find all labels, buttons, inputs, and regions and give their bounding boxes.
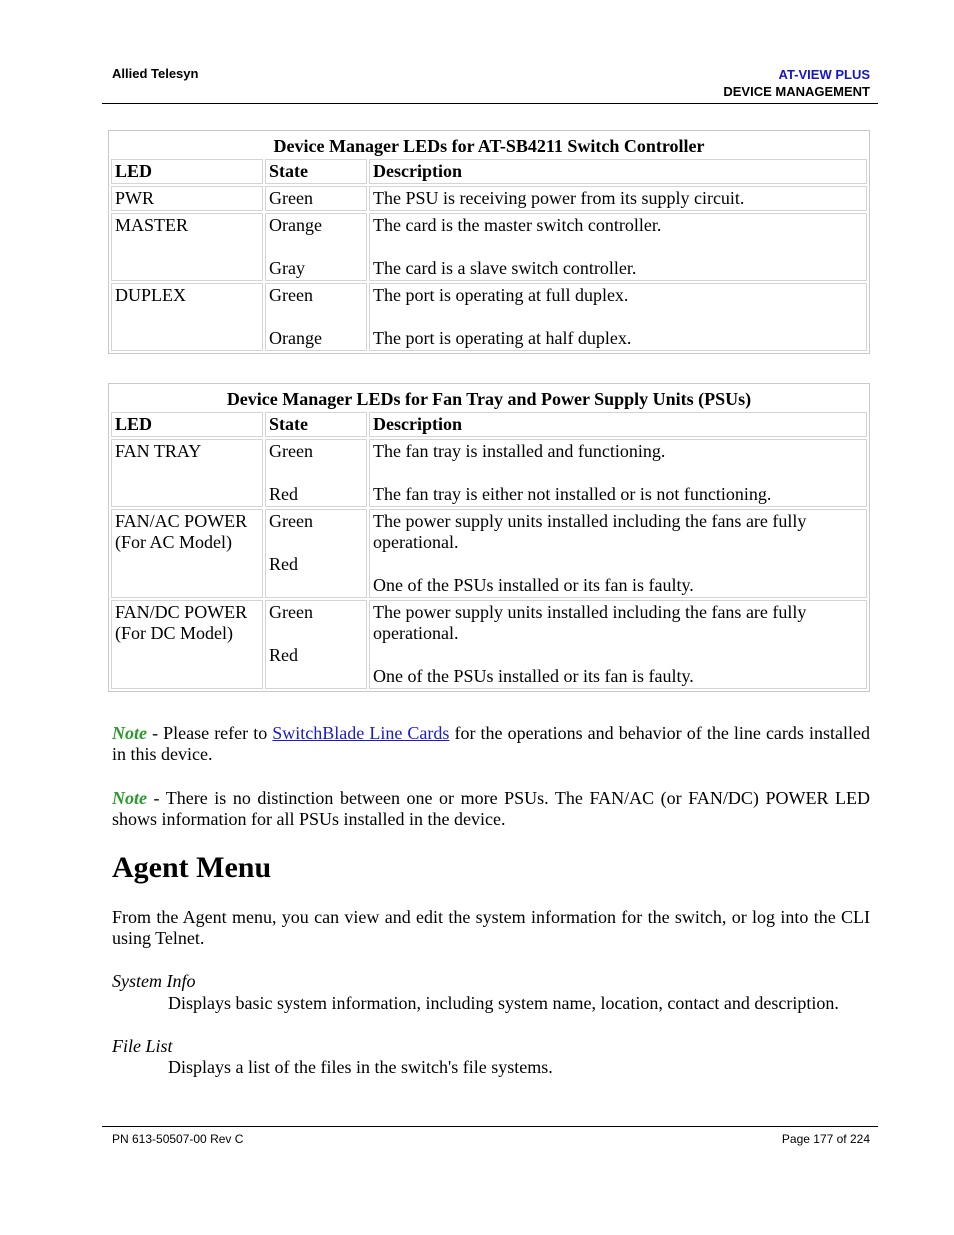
led-states (265, 600, 367, 689)
led-descriptions (369, 283, 867, 351)
led-description: The card is a slave switch controller. (373, 258, 637, 278)
note-line-cards (112, 723, 870, 765)
led-description: The fan tray is installed and functioning. (373, 441, 666, 461)
led-description: One of the PSUs installed or its fan is faulty. (373, 575, 694, 595)
table-row (111, 509, 867, 598)
note-label: Note (112, 788, 147, 808)
led-state: Green (269, 441, 313, 461)
term-file-list: File List (112, 1036, 173, 1056)
column-header-description: Description (369, 412, 867, 437)
column-header-led: LED (111, 159, 263, 184)
led-model: (For AC Model) (115, 532, 232, 552)
table-caption: Device Manager LEDs for Fan Tray and Power Supply Units (PSUs) (226, 389, 752, 409)
led-state: Gray (269, 258, 305, 278)
led-state: Red (269, 484, 298, 504)
table-row (111, 439, 867, 507)
table-caption: Device Manager LEDs for AT-SB4211 Switch Controller (273, 136, 705, 156)
led-state: Green (269, 602, 313, 622)
footer-page-number: Page 177 of 224 (781, 1132, 870, 1146)
led-name-cell (111, 600, 263, 689)
led-state: Orange (269, 328, 322, 348)
note-text: - Please refer to (147, 723, 273, 743)
definition-file-list: Displays a list of the files in the switch's file systems. (168, 1057, 553, 1077)
led-states (265, 439, 367, 507)
led-description: The port is operating at full duplex. (373, 285, 629, 305)
definition-system-info: Displays basic system information, including system name, location, contact and description. (168, 993, 839, 1013)
led-description: The port is operating at half duplex. (373, 328, 632, 348)
led-descriptions (369, 439, 867, 507)
led-description: The PSU is receiving power from its supply circuit. (369, 186, 867, 211)
led-name: FAN TRAY (111, 439, 263, 507)
led-state: Green (269, 511, 313, 531)
footer-divider (102, 1126, 878, 1127)
led-name: FAN/AC POWER (115, 511, 248, 531)
agent-intro: From the Agent menu, you can view and edit the system information for the switch, or log into the CLI using Telnet. (112, 907, 870, 948)
led-description: The power supply units installed including the fans are fully operational. (373, 602, 807, 643)
term-system-info: System Info (112, 971, 196, 991)
led-state: Red (269, 645, 298, 665)
header-right (723, 66, 870, 100)
header-company: Allied Telesyn (112, 66, 199, 81)
led-states (265, 283, 367, 351)
led-name: PWR (111, 186, 263, 211)
led-table-switch-controller (108, 130, 870, 354)
column-header-led: LED (111, 412, 263, 437)
header-section: DEVICE MANAGEMENT (723, 84, 870, 99)
led-state: Green (265, 186, 367, 211)
led-name: MASTER (111, 213, 263, 281)
led-descriptions (369, 213, 867, 281)
section-heading: Agent Menu (112, 851, 272, 884)
led-descriptions (369, 600, 867, 689)
column-header-description: Description (369, 159, 867, 184)
footer-part-number: PN 613-50507-00 Rev C (112, 1132, 244, 1146)
note-psu (112, 788, 870, 830)
led-model: (For DC Model) (115, 623, 233, 643)
header-divider (102, 103, 878, 104)
note-label: Note (112, 723, 147, 743)
header-product: AT-VIEW PLUS (778, 67, 870, 82)
led-description: The fan tray is either not installed or is not functioning. (373, 484, 772, 504)
led-state: Orange (269, 215, 322, 235)
led-states (265, 213, 367, 281)
led-description: The card is the master switch controller. (373, 215, 662, 235)
led-table-fan-psu (108, 383, 870, 692)
table-row (111, 213, 867, 281)
switchblade-line-cards-link[interactable]: SwitchBlade Line Cards (272, 723, 450, 743)
led-description: One of the PSUs installed or its fan is faulty. (373, 666, 694, 686)
led-state: Green (269, 285, 313, 305)
table-row (111, 283, 867, 351)
led-name: FAN/DC POWER (115, 602, 248, 622)
column-header-state: State (265, 412, 367, 437)
column-header-state: State (265, 159, 367, 184)
led-name-cell (111, 509, 263, 598)
note-text: for the operations and behavior of the line cards installed in this device. (112, 723, 870, 764)
led-description: The power supply units installed including the fans are fully operational. (373, 511, 807, 552)
led-states (265, 509, 367, 598)
led-descriptions (369, 509, 867, 598)
table-row (111, 186, 867, 211)
led-state: Red (269, 554, 298, 574)
led-name: DUPLEX (111, 283, 263, 351)
note-text: - There is no distinction between one or more PSUs. The FAN/AC (or FAN/DC) POWER LED shows information for all PSUs installed in the device. (112, 788, 870, 829)
table-row (111, 600, 867, 689)
